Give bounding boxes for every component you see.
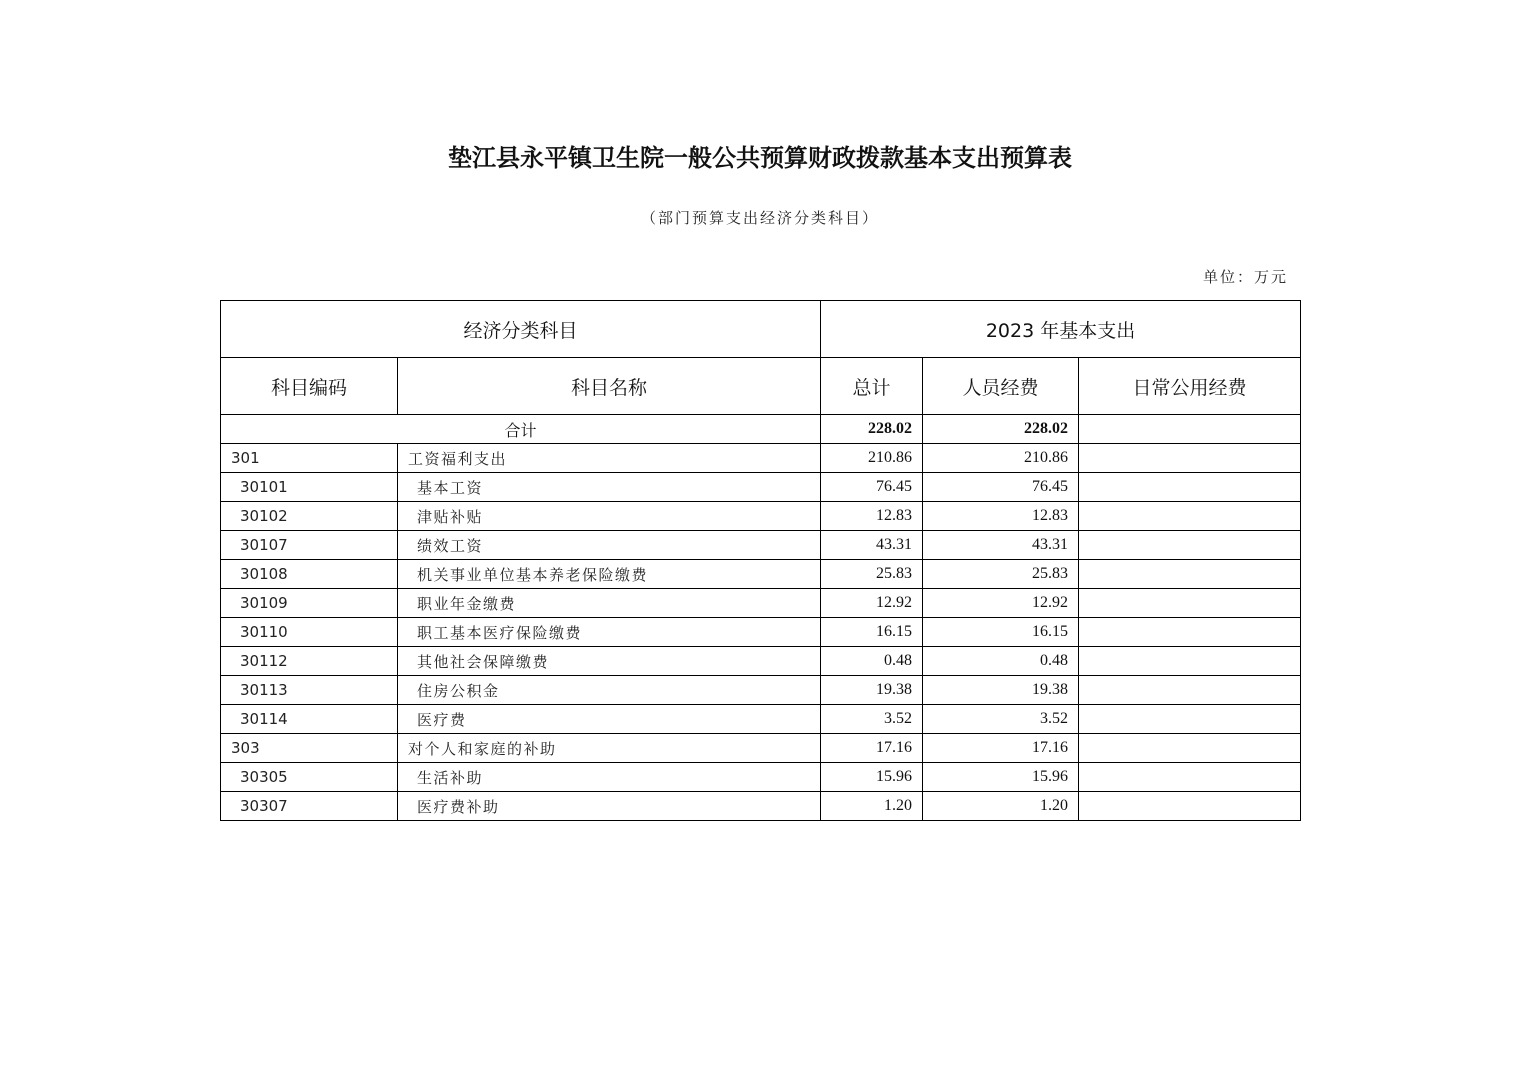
header-basic-expenditure: 2023 年基本支出: [821, 301, 1301, 358]
table-row: [221, 473, 1301, 502]
row-name: 职工基本医疗保险缴费: [398, 618, 821, 647]
table-row: [221, 792, 1301, 821]
table-row: [221, 502, 1301, 531]
row-name: 住房公积金: [398, 676, 821, 705]
row-total: 17.16: [821, 734, 923, 763]
row-personnel: 210.86: [923, 444, 1079, 473]
row-name: 医疗费补助: [398, 792, 821, 821]
row-public: [1079, 705, 1301, 734]
row-public: [1079, 531, 1301, 560]
row-public: [1079, 734, 1301, 763]
row-public: [1079, 560, 1301, 589]
row-public: [1079, 589, 1301, 618]
row-name: 对个人和家庭的补助: [398, 734, 821, 763]
row-total: 16.15: [821, 618, 923, 647]
row-code: 30114: [221, 705, 398, 734]
row-public: [1079, 618, 1301, 647]
row-public: [1079, 792, 1301, 821]
row-total: 3.52: [821, 705, 923, 734]
row-name: 其他社会保障缴费: [398, 647, 821, 676]
row-public: [1079, 676, 1301, 705]
row-personnel: 12.92: [923, 589, 1079, 618]
total-public: [1079, 415, 1301, 444]
row-total: 12.92: [821, 589, 923, 618]
row-name: 绩效工资: [398, 531, 821, 560]
row-personnel: 43.31: [923, 531, 1079, 560]
row-code: 30112: [221, 647, 398, 676]
row-public: [1079, 473, 1301, 502]
header-name: 科目名称: [398, 358, 821, 415]
header-public: 日常公用经费: [1079, 358, 1301, 415]
table-row: [221, 618, 1301, 647]
row-total: 76.45: [821, 473, 923, 502]
row-name: 基本工资: [398, 473, 821, 502]
row-name: 工资福利支出: [398, 444, 821, 473]
header-personnel: 人员经费: [923, 358, 1079, 415]
row-total: 19.38: [821, 676, 923, 705]
row-code: 30305: [221, 763, 398, 792]
header-economic-category: 经济分类科目: [221, 301, 821, 358]
row-name: 职业年金缴费: [398, 589, 821, 618]
row-public: [1079, 444, 1301, 473]
row-code: 30307: [221, 792, 398, 821]
row-total: 1.20: [821, 792, 923, 821]
table-row: [221, 676, 1301, 705]
row-code: 30113: [221, 676, 398, 705]
row-total: 210.86: [821, 444, 923, 473]
row-personnel: 16.15: [923, 618, 1079, 647]
row-total: 43.31: [821, 531, 923, 560]
row-code: 30102: [221, 502, 398, 531]
page-title: 垫江县永平镇卫生院一般公共预算财政拨款基本支出预算表: [448, 143, 1072, 172]
header-total: 总计: [821, 358, 923, 415]
row-code: 30110: [221, 618, 398, 647]
row-name: 医疗费: [398, 705, 821, 734]
total-total: 228.02: [821, 415, 923, 444]
row-code: 30107: [221, 531, 398, 560]
row-personnel: 76.45: [923, 473, 1079, 502]
budget-table: [220, 300, 1301, 821]
row-personnel: 12.83: [923, 502, 1079, 531]
row-personnel: 19.38: [923, 676, 1079, 705]
row-code: 30109: [221, 589, 398, 618]
table-row: [221, 763, 1301, 792]
row-personnel: 15.96: [923, 763, 1079, 792]
row-total: 15.96: [821, 763, 923, 792]
row-public: [1079, 647, 1301, 676]
row-code: 301: [221, 444, 398, 473]
row-code: 303: [221, 734, 398, 763]
row-total: 0.48: [821, 647, 923, 676]
table-row: [221, 647, 1301, 676]
total-personnel: 228.02: [923, 415, 1079, 444]
page-subtitle: （部门预算支出经济分类科目）: [640, 209, 879, 227]
row-personnel: 25.83: [923, 560, 1079, 589]
row-code: 30101: [221, 473, 398, 502]
table-row: [221, 560, 1301, 589]
row-personnel: 0.48: [923, 647, 1079, 676]
table-row: [221, 705, 1301, 734]
total-label: 合计: [221, 415, 821, 444]
table-row: [221, 531, 1301, 560]
table-row: [221, 444, 1301, 473]
header-code: 科目编码: [221, 358, 398, 415]
row-personnel: 3.52: [923, 705, 1079, 734]
row-name: 生活补助: [398, 763, 821, 792]
unit-label: 单位：万元: [1202, 268, 1288, 286]
row-personnel: 17.16: [923, 734, 1079, 763]
row-total: 25.83: [821, 560, 923, 589]
row-name: 机关事业单位基本养老保险缴费: [398, 560, 821, 589]
row-public: [1079, 502, 1301, 531]
row-personnel: 1.20: [923, 792, 1079, 821]
table-row: [221, 734, 1301, 763]
total-row: [221, 415, 1301, 444]
table-row: [221, 589, 1301, 618]
row-total: 12.83: [821, 502, 923, 531]
row-code: 30108: [221, 560, 398, 589]
row-name: 津贴补贴: [398, 502, 821, 531]
row-public: [1079, 763, 1301, 792]
